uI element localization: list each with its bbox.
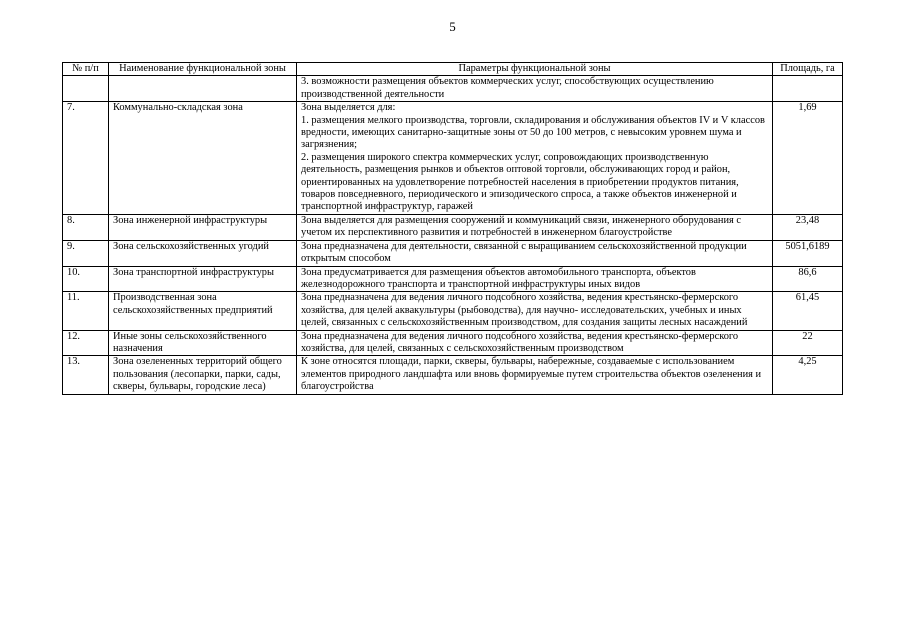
- cell-zone-params: [297, 76, 773, 102]
- param-paragraph: 1. размещения мелкого производства, торговли, складирования и обслуживания объектов IV и V классов вредности, имеющих санитарно-защитные зоны от 50 до 100 метров, с невысоким уровнем шума и загрязнения;: [301, 114, 765, 151]
- cell-area: 61,45: [773, 292, 843, 330]
- cell-zone-name: Зона транспортной инфраструктуры: [109, 266, 297, 292]
- cell-zone-name: Зона инженерной инфраструктуры: [109, 214, 297, 240]
- cell-num: 7.: [63, 102, 109, 215]
- cell-num: 9.: [63, 240, 109, 266]
- cell-zone-name: Зона озелененных территорий общего пользования (лесопарки, парки, сады, скверы, бульвары, городские леса): [109, 356, 297, 394]
- table-row: [63, 102, 843, 215]
- cell-zone-name: Иные зоны сельскохозяйственного назначения: [109, 330, 297, 356]
- cell-num: [63, 76, 109, 102]
- cell-zone-name: Зона сельскохозяйственных угодий: [109, 240, 297, 266]
- cell-zone-params: [297, 356, 773, 394]
- header-name: Наименование функциональной зоны: [109, 63, 297, 76]
- cell-zone-name: Коммунально-складская зона: [109, 102, 297, 215]
- page-number: 5: [449, 19, 456, 34]
- cell-zone-params: [297, 214, 773, 240]
- cell-zone-name: Производственная зона сельскохозяйственных предприятий: [109, 292, 297, 330]
- param-paragraph: Зона предназначена для ведения личного подсобного хозяйства, ведения крестьянско-фермерского хозяйства, для целей аквакультуры (рыбоводства), для научно- исследовательских, учебных и иных целей, связанных с сельскохозяйственным производством, для создания защиты лесных насаждений: [301, 292, 748, 329]
- cell-area: 4,25: [773, 356, 843, 394]
- cell-zone-params: [297, 292, 773, 330]
- param-paragraph: Зона выделяется для:: [301, 102, 396, 114]
- cell-area: 5051,6189: [773, 240, 843, 266]
- cell-area: [773, 76, 843, 102]
- param-paragraph: Зона выделяется для размещения сооружений и коммуникаций связи, инженерного оборудования с учетом их перспективного развития и потребностей в инженерном благоустройстве: [301, 214, 742, 239]
- cell-num: 11.: [63, 292, 109, 330]
- functional-zones-table: [62, 62, 843, 395]
- table-row: [63, 240, 843, 266]
- table-row: [63, 214, 843, 240]
- table-row: [63, 330, 843, 356]
- param-paragraph: Зона предусматривается для размещения объектов автомобильного транспорта, объектов железнодорожного транспорта и транспортной инфраструктуры иных видов: [301, 266, 696, 290]
- param-paragraph: 3. возможности размещения объектов коммерческих услуг, способствующих осуществлению производственной деятельности: [301, 76, 714, 100]
- cell-zone-params: [297, 240, 773, 266]
- param-paragraph: К зоне относятся площади, парки, скверы, бульвары, набережные, создаваемые с использованием элементов природного ландшафта или вновь формируемые путем строительства объектов озеленения и благоустройства: [301, 356, 762, 393]
- cell-zone-name: [109, 76, 297, 102]
- table-body: [63, 76, 843, 394]
- table-row: [63, 292, 843, 330]
- cell-area: 86,6: [773, 266, 843, 292]
- header-params: Параметры функциональной зоны: [297, 63, 773, 76]
- table-row: [63, 76, 843, 102]
- table-header-row: [63, 63, 843, 76]
- cell-num: 12.: [63, 330, 109, 356]
- cell-area: 1,69: [773, 102, 843, 215]
- param-paragraph: Зона предназначена для ведения личного подсобного хозяйства, ведения крестьянско-фермерского хозяйства, для целей, связанных с сельскохозяйственным производством: [301, 330, 739, 354]
- cell-zone-params: [297, 330, 773, 356]
- header-area: Площадь, га: [773, 63, 843, 76]
- param-paragraph: Зона предназначена для деятельности, связанной с выращиванием сельскохозяйственной продукции открытым способом: [301, 240, 747, 265]
- cell-num: 8.: [63, 214, 109, 240]
- cell-area: 22: [773, 330, 843, 356]
- header-num: № п/п: [63, 63, 109, 76]
- table-row: [63, 266, 843, 292]
- cell-num: 10.: [63, 266, 109, 292]
- cell-num: 13.: [63, 356, 109, 394]
- cell-area: 23,48: [773, 214, 843, 240]
- param-paragraph: 2. размещения широкого спектра коммерческих услуг, сопровождающих производственную деятельность, размещения рынков и объектов оптовой торговли, обслуживающих город и район, ориентированных на удовлетворение потребностей населения в приобретении продуктов питания, товаров повседневного, периодического и эпизодического спроса, а также объектов инженерной и транспортной инфраструктур, гаражей: [301, 151, 739, 213]
- table-row: [63, 356, 843, 394]
- cell-zone-params: [297, 102, 773, 215]
- cell-zone-params: [297, 266, 773, 292]
